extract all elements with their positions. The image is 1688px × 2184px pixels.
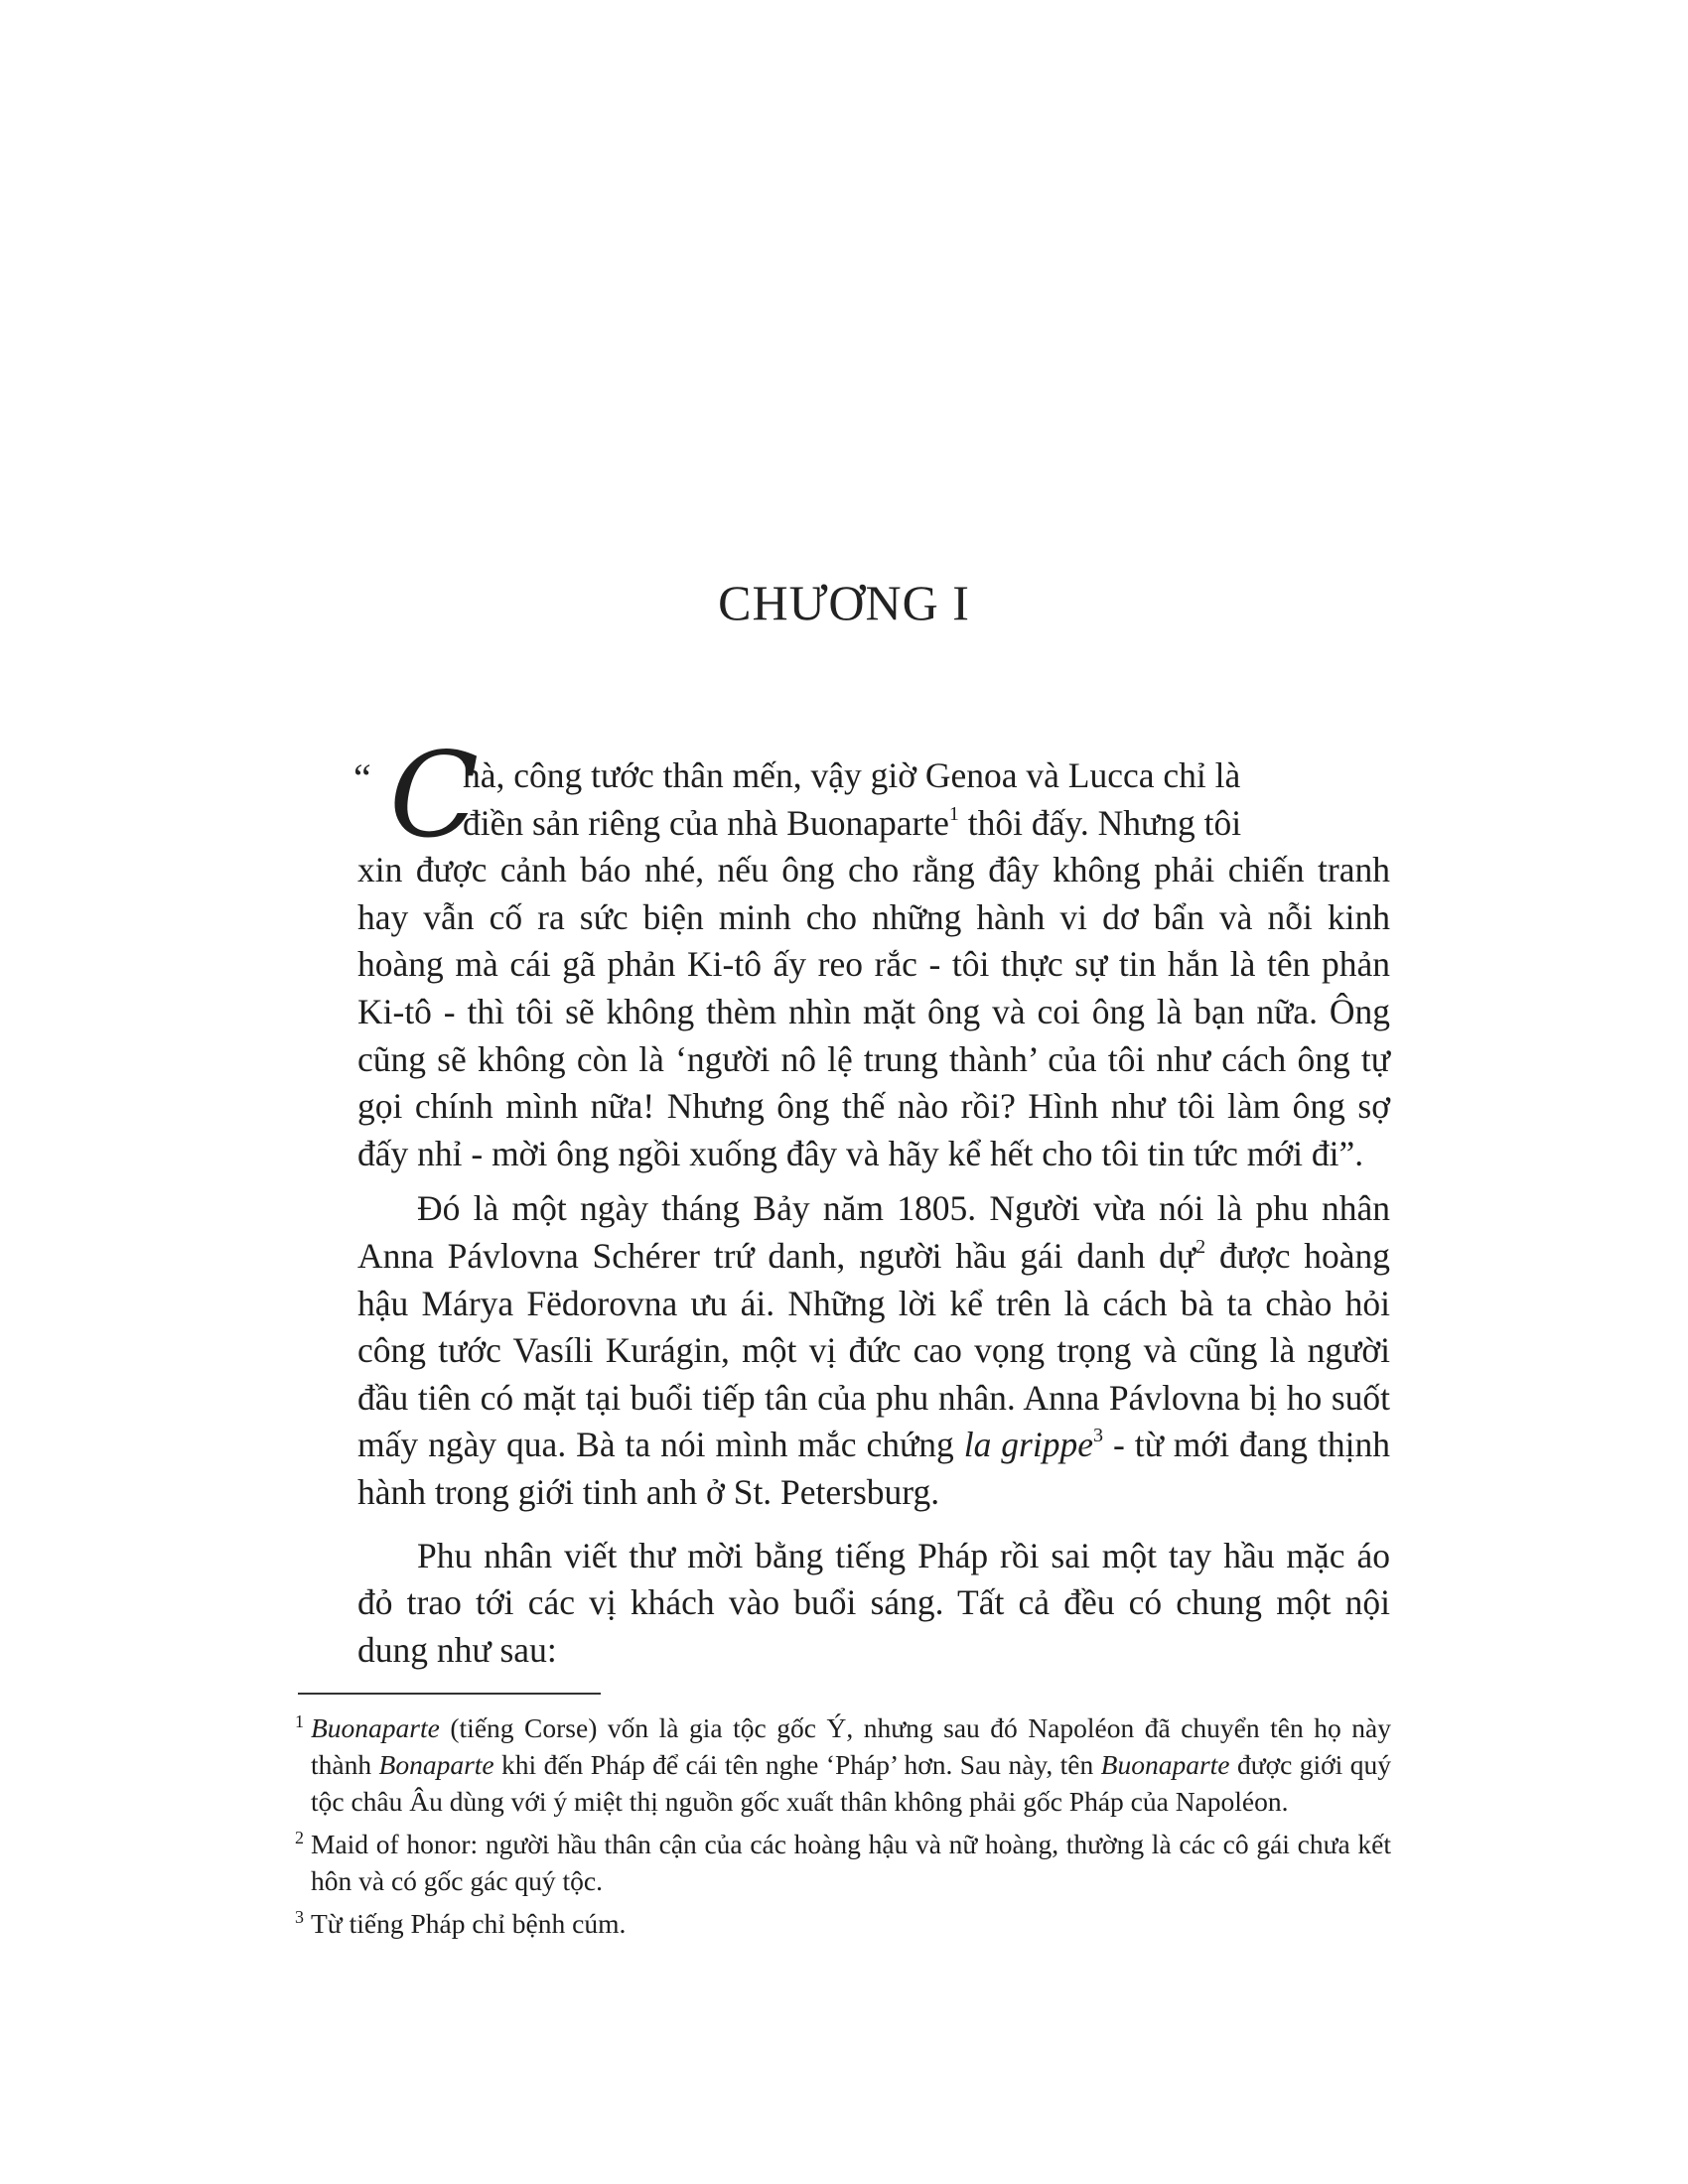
footnote-1-italic-2: Bonaparte xyxy=(378,1749,494,1780)
paragraph-1-line-2-tail: thôi đấy. Nhưng tôi xyxy=(958,802,1242,843)
paragraph-1-rest: xin được cảnh báo nhé, nếu ông cho rằng đây không phải chiến tranh hay vẫn cố ra sức biện minh cho những hành vi dơ bẩn và nỗi kinh hoàng mà cái gã phản Ki-tô ấy reo rắc - tôi thực sự tin hắn là tên phản Ki-tô - thì tôi sẽ không thèm nhìn mặt ông và coi ông là bạn nữa. Ông cũng sẽ không còn là ‘người nô lệ trung thành’ của tôi như cách ông tự gọi chính mình nữa! Nhưng ông thế nào rồi? Hình như tôi làm ông sợ đấy nhỉ - mời ông ngồi xuống đây và hãy kể hết cho tôi tin tức mới đi”. xyxy=(357,850,1390,1173)
paragraph-2-part-a: Đó là một ngày tháng Bảy năm 1805. Người vừa nói là phu nhân Anna Pávlovna Schérer trứ danh, người hầu gái danh dự xyxy=(357,1188,1390,1276)
body-text xyxy=(353,727,1390,1674)
paragraph-2-part-c: - từ mới đang thịnh hành trong giới tinh anh ở St. Petersburg. xyxy=(357,1425,1390,1512)
chapter-title: CHƯƠNG I xyxy=(718,575,970,630)
paragraph-1-line-2 xyxy=(357,800,1390,848)
footnote-number: 3 xyxy=(295,1907,304,1927)
footnote-2-text: Maid of honor: người hầu thân cận của các hoàng hậu và nữ hoàng, thường là các cô gái chưa kết hôn và có gốc gác quý tộc. xyxy=(311,1829,1391,1896)
paragraph-2 xyxy=(357,1185,1390,1516)
footnote-1-text-3: được giới quý tộc châu Âu dùng với ý miệt thị nguồn gốc xuất thân không phải gốc Pháp của Napoléon. xyxy=(311,1749,1391,1817)
footnote-ref-2: 2 xyxy=(1196,1236,1206,1259)
footnote-divider xyxy=(298,1693,601,1695)
footnotes xyxy=(295,1709,1391,1948)
paragraph-2-part-b: được hoàng hậu Márya Fëdorovna ưu ái. Những lời kể trên là cách bà ta chào hỏi công tước Vasíli Kurágin, một vị đức cao vọng trọng và cũng là người đầu tiên có mặt tại buổi tiếp tân của phu nhân. Anna Pávlovna bị ho suốt mấy ngày qua. Bà ta nói mình mắc chứng xyxy=(357,1235,1390,1465)
opening-quote-mark: “ xyxy=(353,755,371,800)
paragraph-1 xyxy=(353,727,1390,1177)
footnote-ref-3: 3 xyxy=(1092,1425,1103,1447)
footnote-2 xyxy=(295,1826,1391,1899)
footnote-ref-1: 1 xyxy=(948,802,959,825)
footnote-1-text-1: (tiếng Corse) vốn là gia tộc gốc Ý, nhưng sau đó Napoléon đã chuyển tên họ này thành xyxy=(311,1712,1391,1780)
footnote-number: 1 xyxy=(295,1711,304,1731)
footnote-3 xyxy=(295,1905,1391,1942)
footnote-3-text: Từ tiếng Pháp chỉ bệnh cúm. xyxy=(311,1908,627,1939)
paragraph-1-line-1: hà, công tước thân mến, vậy giờ Genoa và Lucca chỉ là xyxy=(463,755,1241,795)
paragraph-3: Phu nhân viết thư mời bằng tiếng Pháp rồi sai một tay hầu mặc áo đỏ trao tới các vị khách vào buổi sáng. Tất cả đều có chung một nội dung như sau: xyxy=(357,1535,1390,1670)
paragraph-1-line-2-text: điền sản riêng của nhà Buonaparte xyxy=(463,802,949,843)
italic-la-grippe: la grippe xyxy=(963,1425,1093,1465)
footnote-1-text-2: khi đến Pháp để cái tên nghe ‘Pháp’ hơn. Sau này, tên xyxy=(493,1749,1101,1780)
footnote-number: 2 xyxy=(295,1828,304,1847)
footnote-1-italic-3: Buonaparte xyxy=(1100,1749,1230,1780)
drop-cap-letter: C xyxy=(389,727,480,864)
footnote-1-italic-1: Buonaparte xyxy=(311,1712,440,1743)
footnote-1 xyxy=(295,1709,1391,1820)
